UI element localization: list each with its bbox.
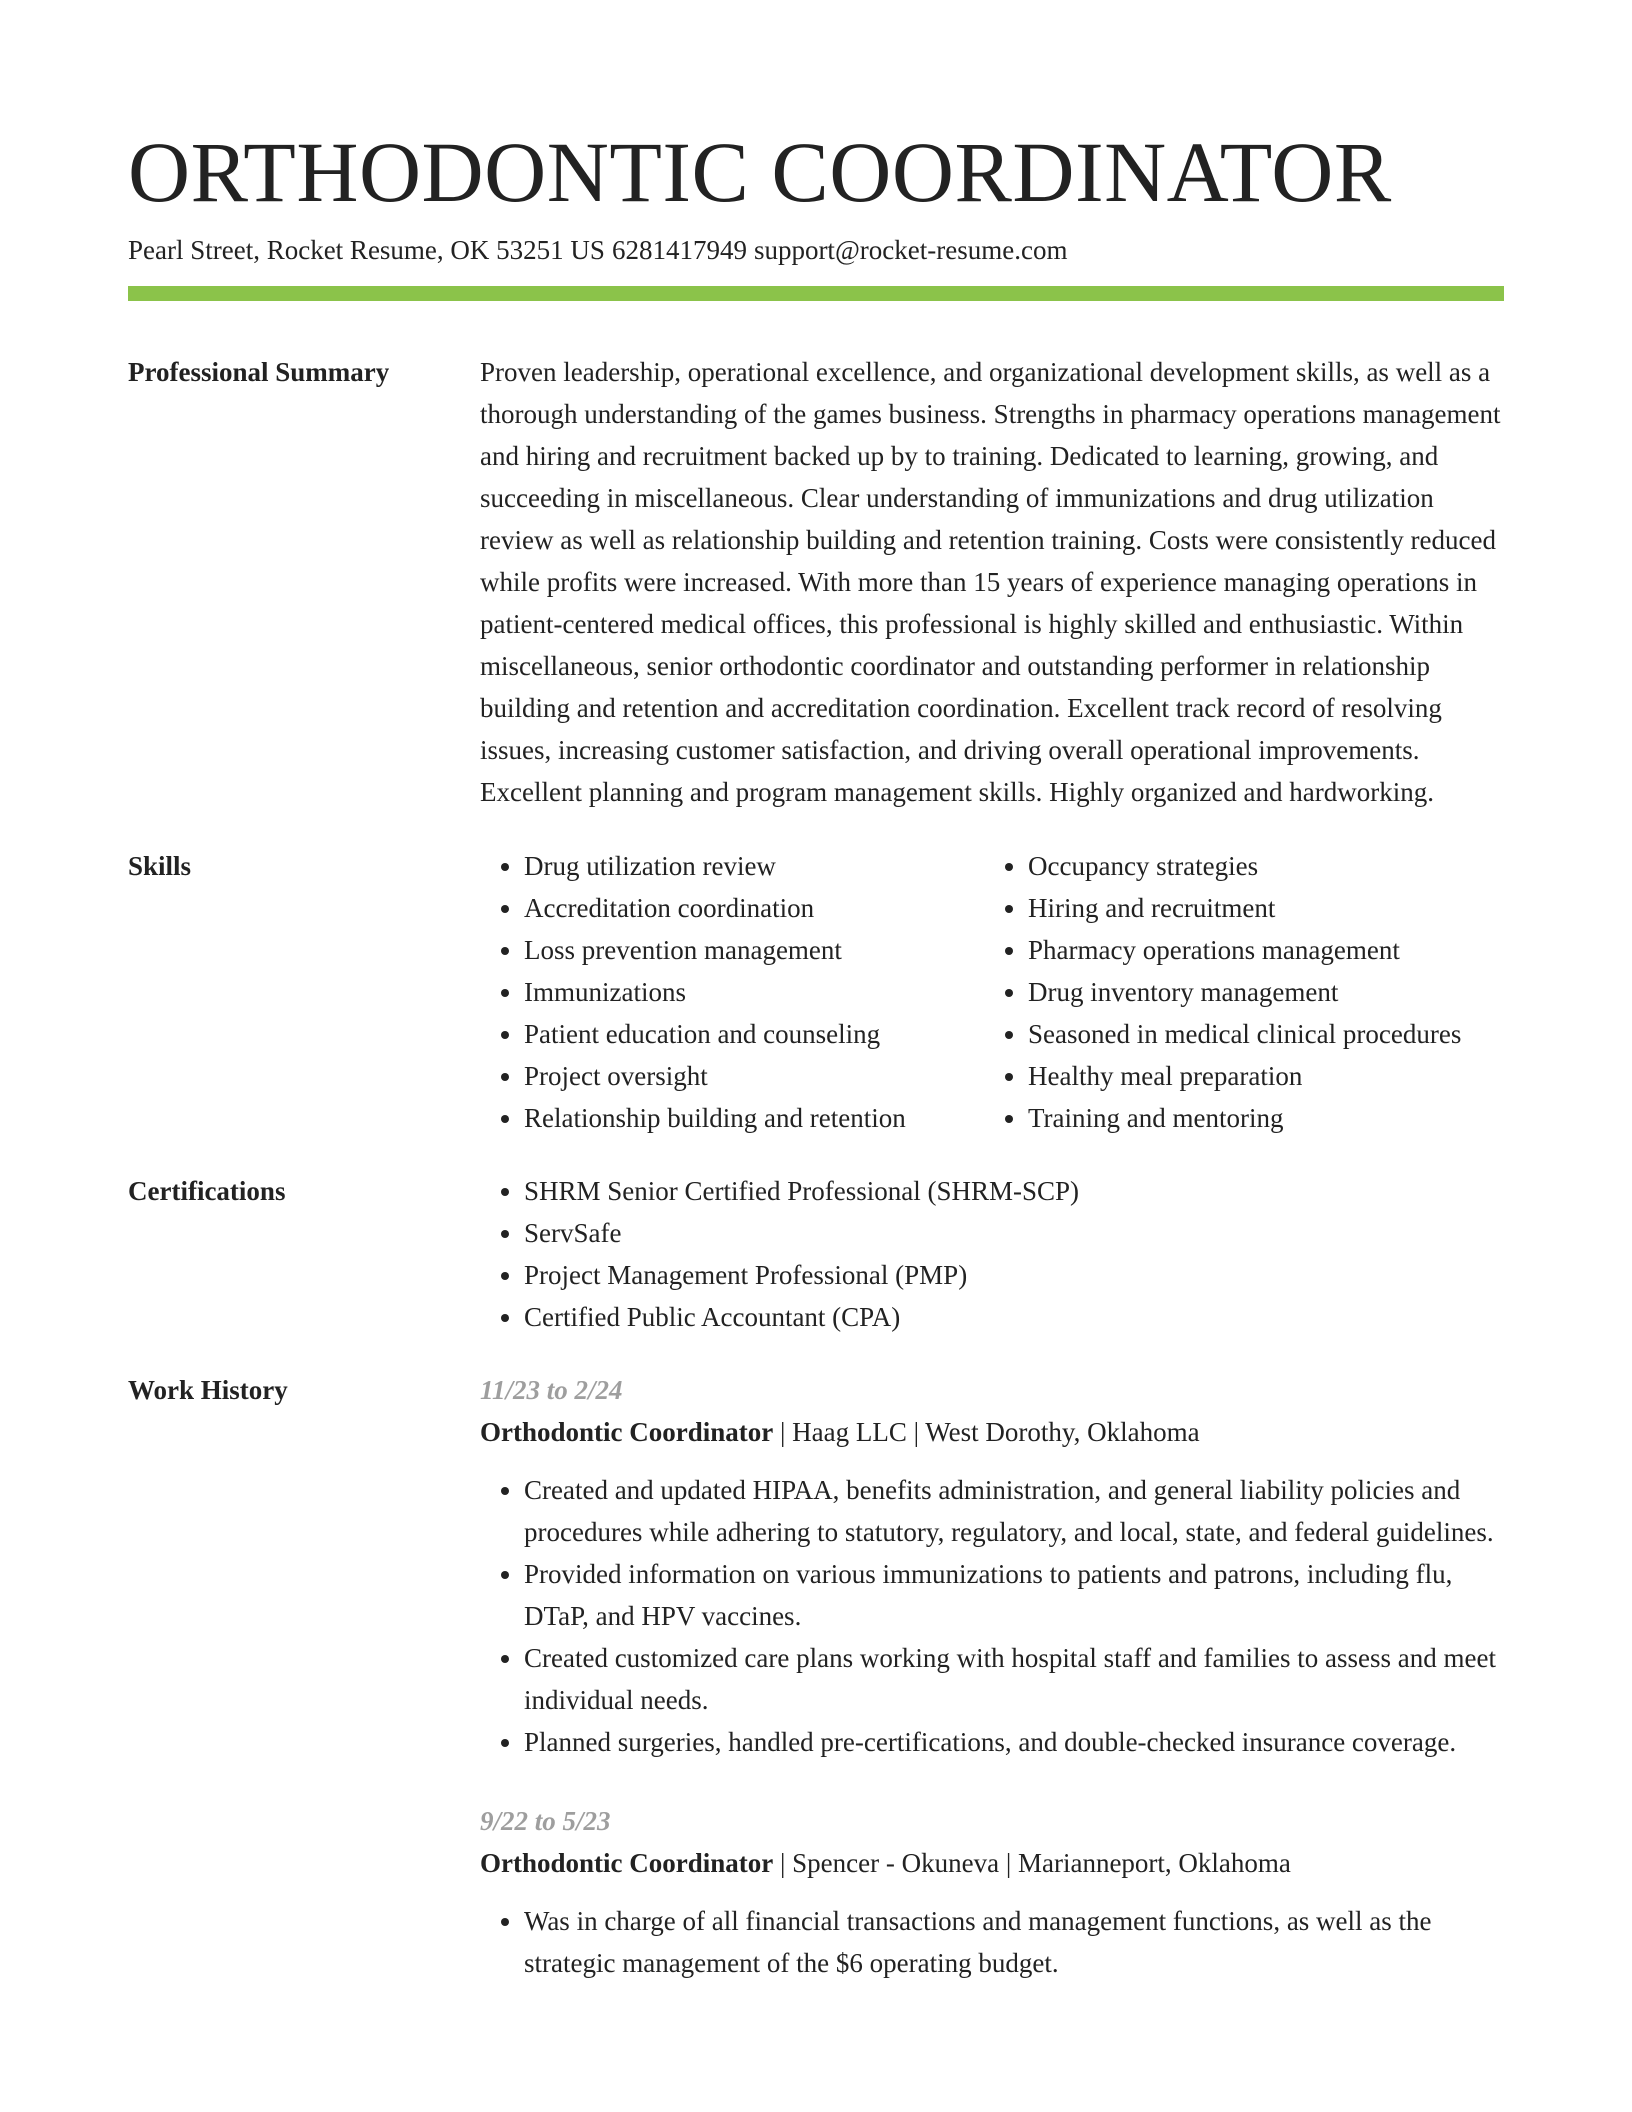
separator: | xyxy=(780,1848,786,1878)
separator: | xyxy=(1005,1848,1012,1878)
job-entry xyxy=(480,1800,1504,1984)
skill-item: • Patient education and counseling xyxy=(524,1013,984,1055)
skill-item: • Drug inventory management xyxy=(1028,971,1504,1013)
contact-line xyxy=(128,234,1504,266)
skills-list-left xyxy=(480,845,984,1139)
job-heading xyxy=(480,1411,1504,1453)
job-entry xyxy=(480,1369,1504,1763)
job-bullet: • Was in charge of all financial transactions and management functions, as well as the strategic management of the $6 operating budget. xyxy=(524,1900,1504,1984)
job-dates: 9/22 to 5/23 xyxy=(480,1806,611,1836)
job-dates: 11/23 to 2/24 xyxy=(480,1375,623,1405)
skill-item: • Hiring and recruitment xyxy=(1028,887,1504,929)
summary-section xyxy=(128,351,1504,813)
certification-item: • Project Management Professional (PMP) xyxy=(524,1254,1504,1296)
job-heading xyxy=(480,1842,1504,1884)
job-bullet: • Provided information on various immunizations to patients and patrons, including flu, DTaP, and HPV vaccines. xyxy=(524,1553,1504,1637)
certifications-list xyxy=(480,1170,1504,1338)
separator: | xyxy=(913,1417,920,1447)
skill-item: • Occupancy strategies xyxy=(1028,845,1504,887)
work-history-heading: Work History xyxy=(128,1375,288,1405)
accent-divider xyxy=(128,286,1504,301)
certification-item: • SHRM Senior Certified Professional (SHRM-SCP) xyxy=(524,1170,1504,1212)
skill-item: • Training and mentoring xyxy=(1028,1097,1504,1139)
skill-item: • Relationship building and retention xyxy=(524,1097,984,1139)
certifications-heading: Certifications xyxy=(128,1176,286,1206)
skills-list-right xyxy=(984,845,1504,1139)
resume-page xyxy=(128,0,1504,1984)
job-bullet: • Planned surgeries, handled pre-certifications, and double-checked insurance coverage. xyxy=(524,1721,1504,1763)
job-company: Spencer - Okuneva xyxy=(792,1848,1000,1878)
skills-heading: Skills xyxy=(128,851,192,881)
skill-item: • Project oversight xyxy=(524,1055,984,1097)
certification-item: • ServSafe xyxy=(524,1212,1504,1254)
contact-email[interactable]: support@rocket-resume.com xyxy=(753,235,1068,265)
summary-heading: Professional Summary xyxy=(128,357,390,387)
contact-phone: 6281417949 xyxy=(611,235,747,265)
skill-item: • Loss prevention management xyxy=(524,929,984,971)
job-bullets xyxy=(480,1900,1504,1984)
job-bullets xyxy=(480,1469,1504,1763)
skill-item: • Healthy meal preparation xyxy=(1028,1055,1504,1097)
work-history-section xyxy=(128,1369,1504,1984)
contact-address: Pearl Street, Rocket Resume, OK 53251 US xyxy=(128,235,605,265)
job-location: Marianneport, Oklahoma xyxy=(1017,1848,1291,1878)
job-location: West Dorothy, Oklahoma xyxy=(925,1417,1200,1447)
skill-item: • Accreditation coordination xyxy=(524,887,984,929)
summary-text: Proven leadership, operational excellence, and organizational development skills, as well as a thorough understanding of the games business. Strengths in pharmacy operations management and hiring and recruitment backed up by to training. Dedicated to learning, growing, and succeeding in miscellaneous. Clear understanding of immunizations and drug utilization review as well as relationship building and retention training. Costs were consistently reduced while profits were increased. With more than 15 years of experience managing operations in patient-centered medical offices, this professional is highly skilled and enthusiastic. Within miscellaneous, senior orthodontic coordinator and outstanding performer in relationship building and retention and accreditation coordination. Excellent track record of resolving issues, increasing customer satisfaction, and driving overall operational improvements. Excellent planning and program management skills. Highly organized and hardworking. xyxy=(480,357,1501,807)
skills-section xyxy=(128,845,1504,1139)
skill-item: • Drug utilization review xyxy=(524,845,984,887)
skill-item: • Pharmacy operations management xyxy=(1028,929,1504,971)
job-bullet: • Created and updated HIPAA, benefits administration, and general liability policies and procedures while adhering to statutory, regulatory, and local, state, and federal guidelines. xyxy=(524,1469,1504,1553)
certification-item: • Certified Public Accountant (CPA) xyxy=(524,1296,1504,1338)
resume-title: ORTHODONTIC COORDINATOR xyxy=(128,124,1392,220)
job-role: Orthodontic Coordinator xyxy=(480,1417,774,1447)
job-bullet: • Created customized care plans working with hospital staff and families to assess and meet individual needs. xyxy=(524,1637,1504,1721)
separator: | xyxy=(780,1417,786,1447)
job-role: Orthodontic Coordinator xyxy=(480,1848,774,1878)
job-company: Haag LLC xyxy=(792,1417,907,1447)
skill-item: • Seasoned in medical clinical procedures xyxy=(1028,1013,1504,1055)
skill-item: • Immunizations xyxy=(524,971,984,1013)
certifications-section xyxy=(128,1170,1504,1338)
